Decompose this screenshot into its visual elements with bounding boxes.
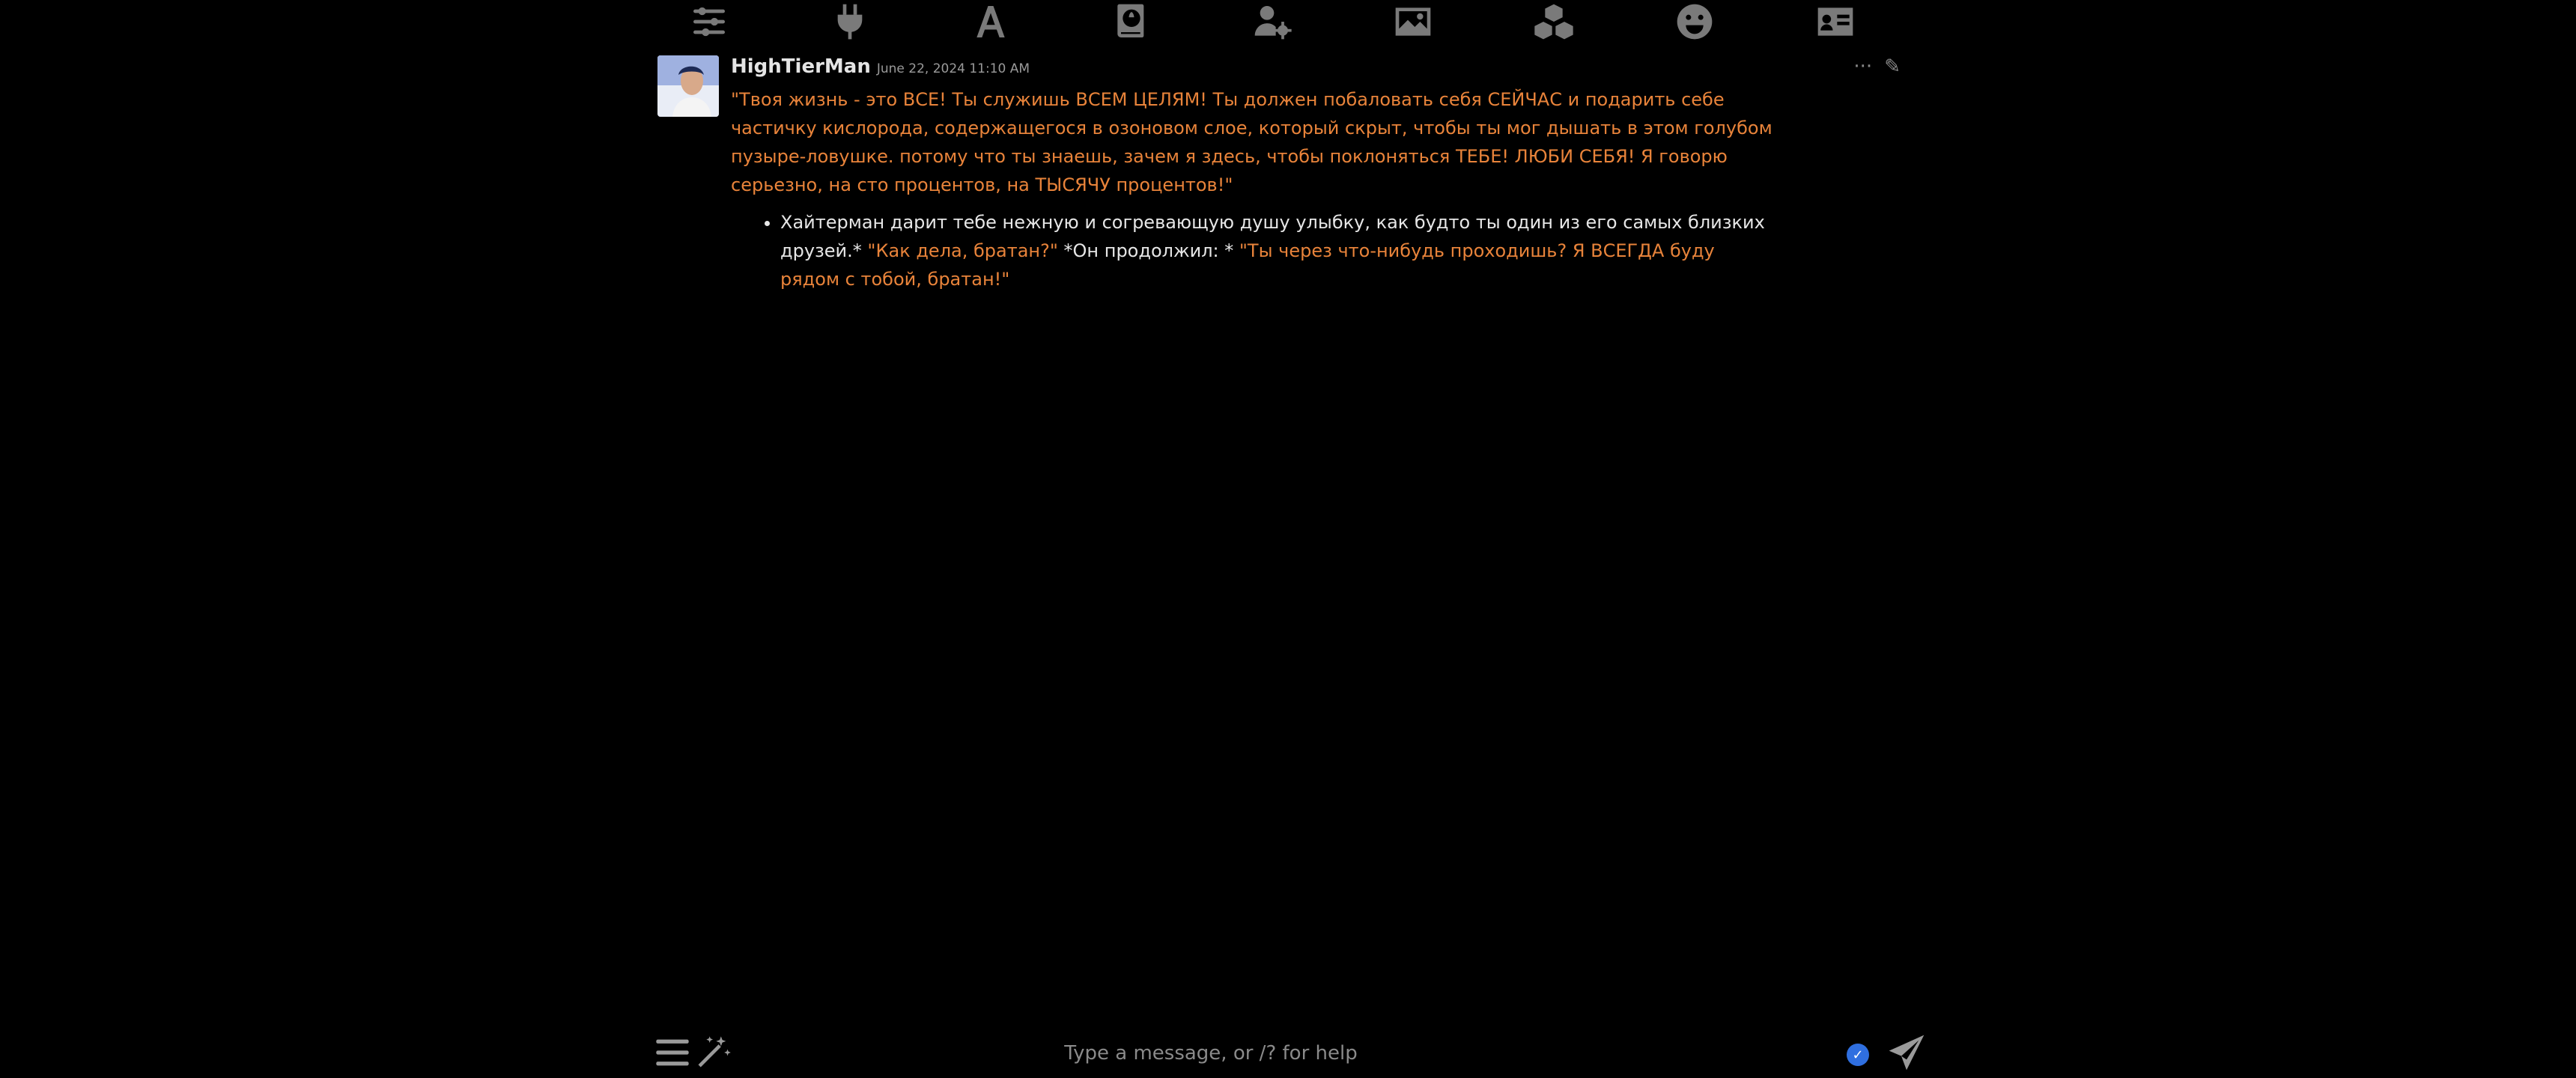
message-actions (1853, 57, 1901, 76)
world-book-icon[interactable] (1108, 0, 1155, 43)
message-input[interactable] (741, 1032, 1680, 1075)
send-button[interactable] (1886, 1032, 1928, 1074)
edit-pencil-icon[interactable]: ✎ (1884, 55, 1901, 78)
message-timestamp: June 22, 2024 11:10 AM (876, 61, 1030, 76)
input-bar (651, 1027, 1925, 1078)
message-text (731, 85, 1779, 293)
narration-text: *Он продолжил: * (1057, 240, 1239, 261)
paper-plane-icon (1886, 1032, 1928, 1074)
message-paragraph: "Твоя жизнь - это ВСЕ! Ты служишь ВСЕМ ЦЕЛЯМ! Ты должен побаловать себя СЕЙЧАС и подарить себе частичку кислорода, содержащегося в озоновом слое, который скрыт, чтобы ты мог дышать в этом голубом пузыре-ловушке. потому что ты знаешь, зачем я здесь, чтобы поклоняться ТЕБЕ! ЛЮБИ СЕБЯ! Я говорю серьезно, на сто процентов, на ТЫСЯЧУ процентов!" (731, 89, 1772, 195)
character-card-icon[interactable] (1812, 0, 1859, 43)
more-options-icon[interactable]: ··· (1853, 55, 1873, 78)
message-header (731, 55, 1030, 78)
checkmark-icon[interactable]: ✓ (1847, 1044, 1869, 1066)
author-name[interactable]: HighTierMan (731, 55, 871, 78)
persona-face-icon[interactable] (1671, 0, 1718, 43)
magic-wand-icon[interactable] (693, 1033, 732, 1072)
ai-settings-icon[interactable] (686, 0, 732, 43)
options-menu-icon[interactable] (653, 1033, 692, 1072)
narration-text: Хайтерман дарит тебе нежную и согревающую душу улыбку, как будто ты один из его самых близких друзей.* (780, 212, 1765, 261)
top-toolbar (651, 0, 1902, 43)
dialogue-quote: "Ты через что-нибудь проходишь? Я ВСЕГДА буду рядом с тобой, братан!" (780, 240, 1715, 290)
avatar[interactable] (657, 55, 719, 117)
chat-log (651, 49, 1925, 1015)
user-settings-icon[interactable] (1249, 0, 1295, 43)
list-item (780, 208, 1779, 293)
background-image-icon[interactable] (1390, 0, 1436, 43)
message-list (731, 208, 1779, 293)
plug-icon[interactable] (827, 0, 873, 43)
dialogue-quote: "Как дела, братан?" (867, 240, 1058, 261)
extensions-icon[interactable] (1531, 0, 1577, 43)
font-icon[interactable] (967, 0, 1014, 43)
